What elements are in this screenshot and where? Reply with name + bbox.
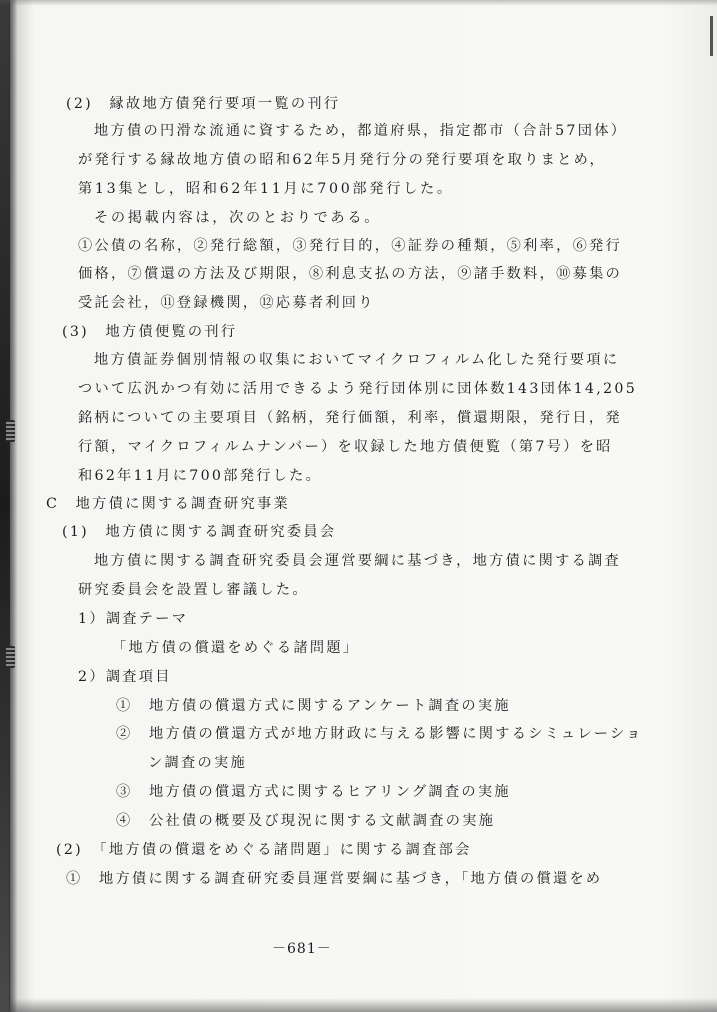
list-item: ② 地方債の償還方式が地方財政に与える影響に関するシミュレーショ bbox=[116, 726, 643, 742]
binding-clip-mark bbox=[6, 646, 15, 668]
paragraph-line: 行額，マイクロフィルムナンバー）を収録した地方債便覧（第7号）を昭 bbox=[78, 439, 613, 455]
list-line: 受託会社，⑪登録機関，⑫応募者利回り bbox=[78, 295, 375, 311]
section-heading-c: C 地方債に関する調査研究事業 bbox=[46, 496, 290, 512]
paragraph-line: 和62年11月に700部発行した。 bbox=[78, 468, 323, 484]
bottom-shadow bbox=[0, 998, 717, 1012]
top-shadow bbox=[0, 0, 717, 6]
subheading-items: 2）調査項目 bbox=[78, 669, 172, 685]
section-heading-2b: (2) 「地方債の償還をめぐる諸問題」に関する調査部会 bbox=[56, 842, 472, 858]
theme-title: 「地方債の償還をめぐる諸問題」 bbox=[112, 640, 360, 656]
paragraph-line: 第13集とし，昭和62年11月に700部発行した。 bbox=[78, 181, 454, 197]
section-heading-1: (1) 地方債に関する調査研究委員会 bbox=[62, 524, 337, 540]
binding-edge bbox=[9, 0, 17, 1012]
binding-clip-mark bbox=[6, 420, 15, 442]
list-item: ③ 地方債の償還方式に関するヒアリング調査の実施 bbox=[116, 784, 511, 800]
page-number: －681－ bbox=[272, 941, 332, 957]
paragraph-line: その掲載内容は，次のとおりである。 bbox=[94, 210, 382, 226]
list-item-continuation: ン調査の実施 bbox=[148, 755, 247, 771]
paragraph-line: 地方債証券個別情報の収集においてマイクロフィルム化した発行要項に bbox=[94, 352, 620, 368]
section-heading-2: (2) 縁故地方債発行要項一覧の刊行 bbox=[66, 96, 341, 112]
paragraph-line: ついて広汎かつ有効に活用できるよう発行団体別に団体数143団体14,205 bbox=[78, 381, 638, 397]
paragraph-line: 地方債の円滑な流通に資するため，都道府県，指定都市（合計57団体） bbox=[94, 123, 628, 139]
list-line: ①公債の名称，②発行総額，③発行目的，④証券の種類，⑤利率，⑥発行 bbox=[78, 238, 623, 254]
list-item: ④ 公社債の概要及び現況に関する文献調査の実施 bbox=[116, 813, 496, 829]
scan-edge-mark bbox=[710, 16, 713, 56]
section-heading-3: (3) 地方債便覧の刊行 bbox=[62, 324, 238, 340]
list-item: ① 地方債の償還方式に関するアンケート調査の実施 bbox=[116, 698, 511, 714]
list-line: 価格，⑦償還の方法及び期限，⑧利息支払の方法，⑨諸手数料，⑩募集の bbox=[78, 266, 623, 282]
paragraph-line: 地方債に関する調査研究委員会運営要綱に基づき，地方債に関する調査 bbox=[94, 553, 622, 569]
paragraph-line: 研究委員会を設置し審議した。 bbox=[78, 582, 309, 598]
subheading-theme: 1）調査テーマ bbox=[78, 611, 189, 627]
paragraph-line: が発行する縁故地方債の昭和62年5月発行分の発行要項を取りまとめ， bbox=[78, 152, 607, 168]
paragraph-line: 銘柄についての主要項目（銘柄，発行価額，利率，償還期限，発行日，発 bbox=[78, 410, 622, 426]
paragraph-line: ① 地方債に関する調査研究委員運営要綱に基づき，「地方債の償還をめ bbox=[66, 871, 603, 887]
